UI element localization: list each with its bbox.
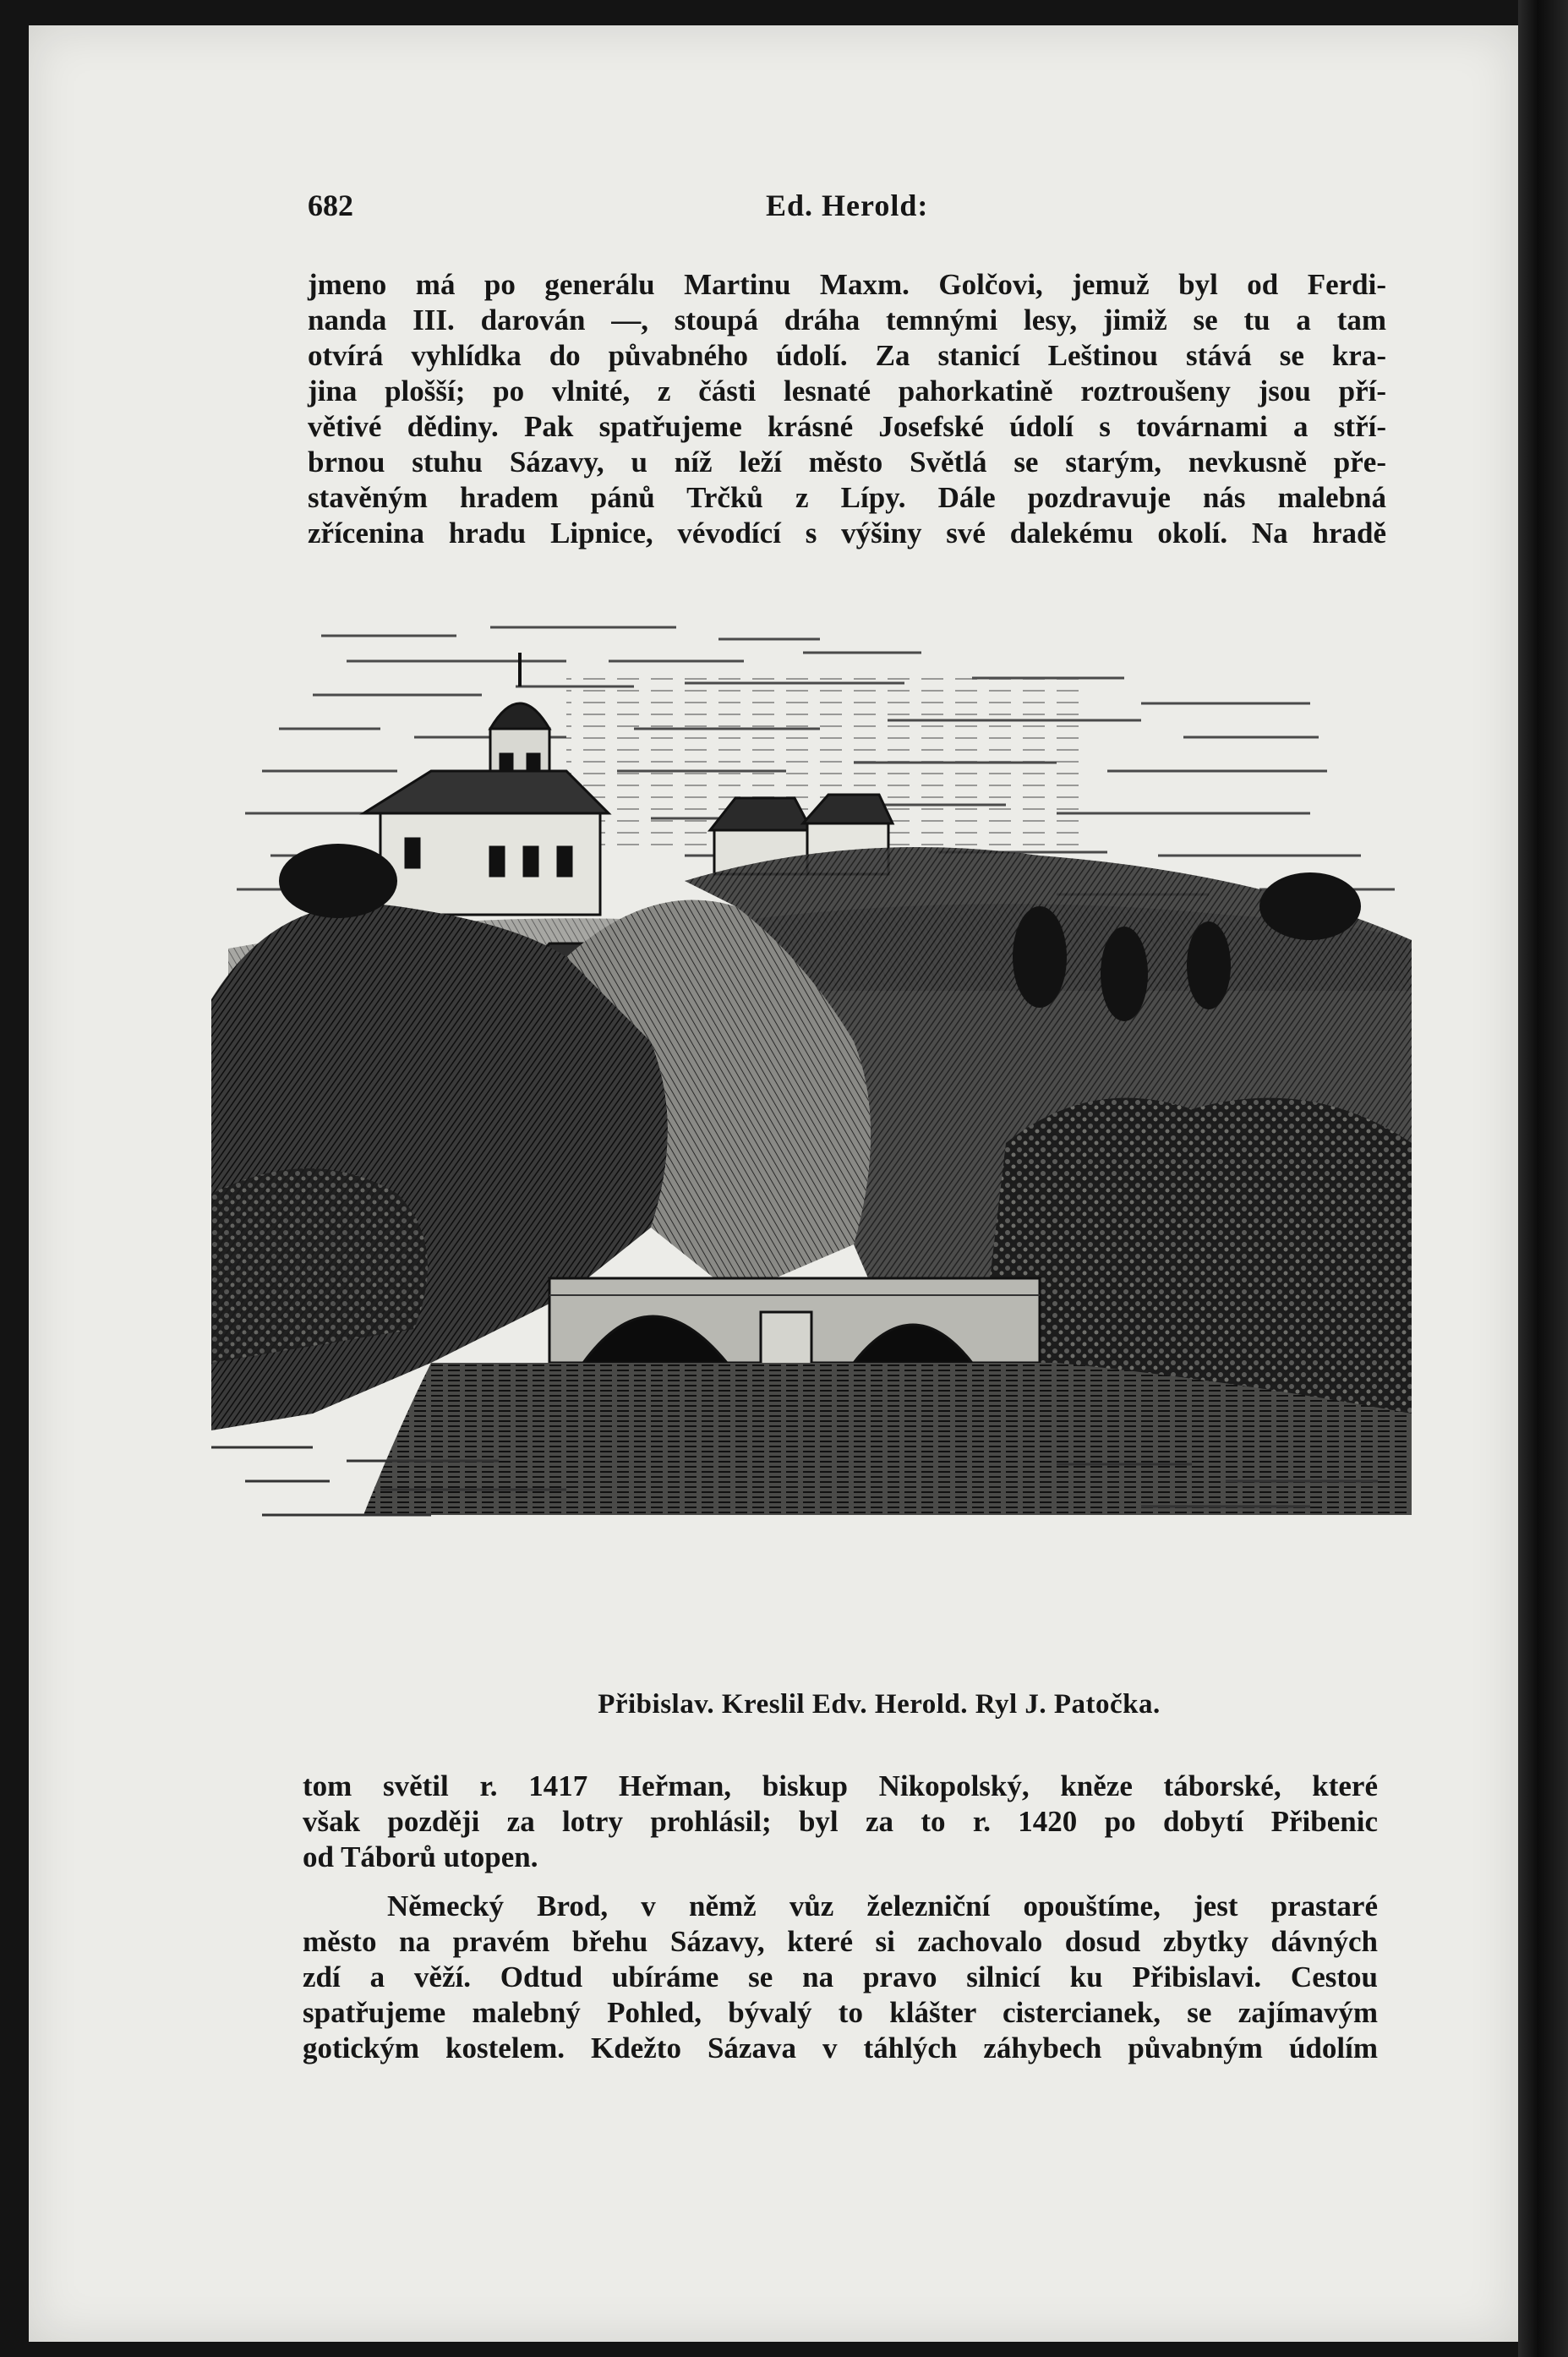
text-line: však později za lotry prohlásil; byl za to r. 1420 po dobytí Přibenic xyxy=(303,1805,1378,1838)
text-line: zřícenina hradu Lipnice, vévodící s výšiny své dalekému okolí. Na hradě xyxy=(308,517,1386,550)
paragraph-1 xyxy=(308,267,1386,551)
engraving-pribislav xyxy=(211,602,1472,1650)
text-line: jina plošší; po vlnité, z části lesnaté pahorkatině roztroušeny jsou pří- xyxy=(308,375,1386,407)
text-line: Německý Brod, v němž vůz železniční opouštíme, jest prastaré xyxy=(387,1889,1378,1922)
text-line: město na pravém břehu Sázavy, které si zachovalo dosud zbytky dávných xyxy=(303,1925,1378,1958)
running-head: Ed. Herold: xyxy=(766,189,929,222)
text-line: brnou stuhu Sázavy, u níž leží město Světlá se starým, nevkusně pře- xyxy=(308,446,1386,479)
text-line: větivé dědiny. Pak spatřujeme krásné Josefské údolí s továrnami a stří- xyxy=(308,410,1386,443)
text-line: spatřujeme malebný Pohled, bývalý to klášter cistercianek, se zajímavým xyxy=(303,1996,1378,2029)
text-line: jmeno má po generálu Martinu Maxm. Golčovi, jemuž byl od Ferdi- xyxy=(308,268,1386,301)
illustration-caption: Přibislav. Kreslil Edv. Herold. Ryl J. Patočka. xyxy=(598,1689,1161,1720)
text-line: tom světil r. 1417 Heřman, biskup Nikopolský, kněze táborské, které xyxy=(303,1769,1378,1802)
text-line: otvírá vyhlídka do půvabného údolí. Za stanicí Leštinou stává se kra- xyxy=(308,339,1386,372)
text-line: stavěným hradem pánů Trčků z Lípy. Dále pozdravuje nás malebná xyxy=(308,481,1386,514)
book-spine-shadow xyxy=(1518,0,1568,2357)
text-line: gotickým kostelem. Kdežto Sázava v táhlých záhybech půvabným údolím xyxy=(303,2032,1378,2064)
paragraph-3 xyxy=(303,1889,1378,2066)
page-number: 682 xyxy=(308,189,353,222)
paragraph-2 xyxy=(303,1769,1378,1875)
text-line: nanda III. darován —, stoupá dráha temnými lesy, jimiž se tu a tam xyxy=(308,304,1386,336)
text-line: od Táborů utopen. xyxy=(303,1840,538,1873)
text-line: zdí a věží. Odtud ubíráme se na pravo silnicí ku Přibislavi. Cestou xyxy=(303,1961,1378,1993)
page-header xyxy=(308,188,1407,230)
